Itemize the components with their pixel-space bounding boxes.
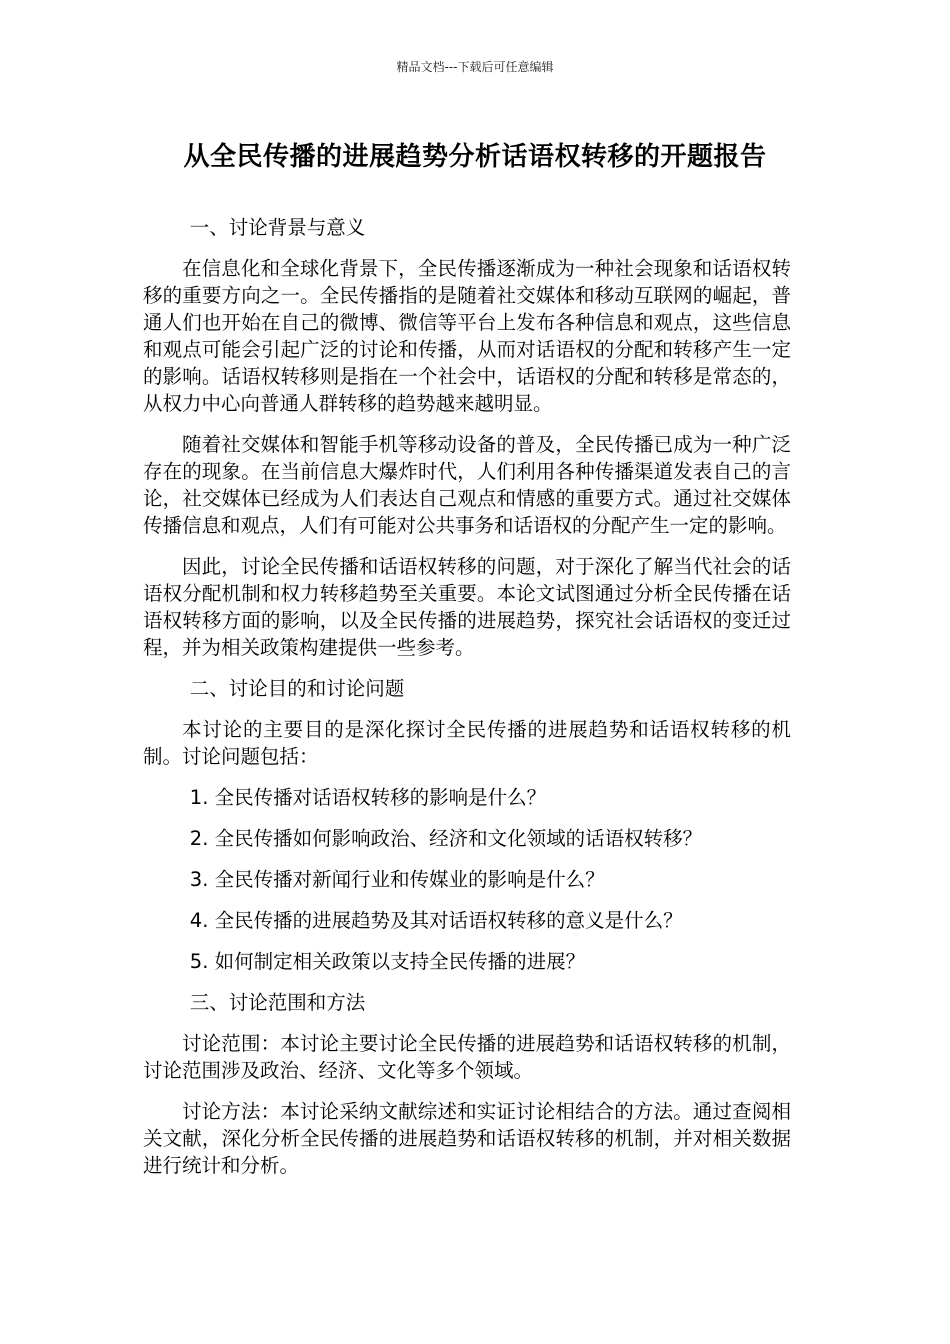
section-heading-background: 一、讨论背景与意义 xyxy=(189,216,366,239)
paragraph: 因此，讨论全民传播和话语权转移的问题，对于深化了解当代社会的话语权分配机制和权力转移趋势至关重要。本论文试图通过分析全民传播在话语权转移方面的影响，以及全民传播的进展趋势，探究社会话语权的变迁过程，并为相关政策构建提供一些参考。 xyxy=(143,555,791,659)
header-note: 精品文档---下载后可任意编辑 xyxy=(396,60,554,74)
paragraph: 讨论范围：本讨论主要讨论全民传播的进展趋势和话语权转移的机制，讨论范围涉及政治、经济、文化等多个领域。 xyxy=(143,1032,791,1082)
document-body xyxy=(143,214,791,1193)
question-item: 4. 全民传播的进展趋势及其对话语权转移的意义是什么？ xyxy=(189,909,683,932)
paragraph: 本讨论的主要目的是深化探讨全民传播的进展趋势和话语权转移的机制。讨论问题包括： xyxy=(143,718,791,768)
paragraph: 讨论方法：本讨论采纳文献综述和实证讨论相结合的方法。通过查阅相关文献，深化分析全民传播的进展趋势和话语权转移的机制，并对相关数据进行统计和分析。 xyxy=(143,1100,791,1177)
question-item: 5. 如何制定相关政策以支持全民传播的进展？ xyxy=(189,950,586,973)
question-item: 2. 全民传播如何影响政治、经济和文化领域的话语权转移？ xyxy=(189,827,703,850)
paragraph: 在信息化和全球化背景下，全民传播逐渐成为一种社会现象和话语权转移的重要方向之一。全民传播指的是随着社交媒体和移动互联网的崛起，普通人们也开始在自己的微博、微信等平台上发布各种信息和观点，这些信息和观点可能会引起广泛的讨论和传播，从而对话语权的分配和转移产生一定的影响。话语权转移则是指在一个社会中，话语权的分配和转移是常态的，从权力中心向普通人群转移的趋势越来越明显。 xyxy=(143,257,791,415)
question-item: 1. 全民传播对话语权转移的影响是什么？ xyxy=(189,786,547,809)
paragraph: 随着社交媒体和智能手机等移动设备的普及，全民传播已成为一种广泛存在的现象。在当前信息大爆炸时代，人们利用各种传播渠道发表自己的言论，社交媒体已经成为人们表达自己观点和情感的重要方式。通过社交媒体传播信息和观点，人们有可能对公共事务和话语权的分配产生一定的影响。 xyxy=(143,433,791,537)
section-heading-purpose: 二、讨论目的和讨论问题 xyxy=(189,677,405,700)
question-item: 3. 全民传播对新闻行业和传媒业的影响是什么？ xyxy=(189,868,605,891)
document-title: 从全民传播的进展趋势分析话语权转移的开题报告 xyxy=(183,142,767,172)
section-heading-scope-method: 三、讨论范围和方法 xyxy=(189,991,366,1014)
